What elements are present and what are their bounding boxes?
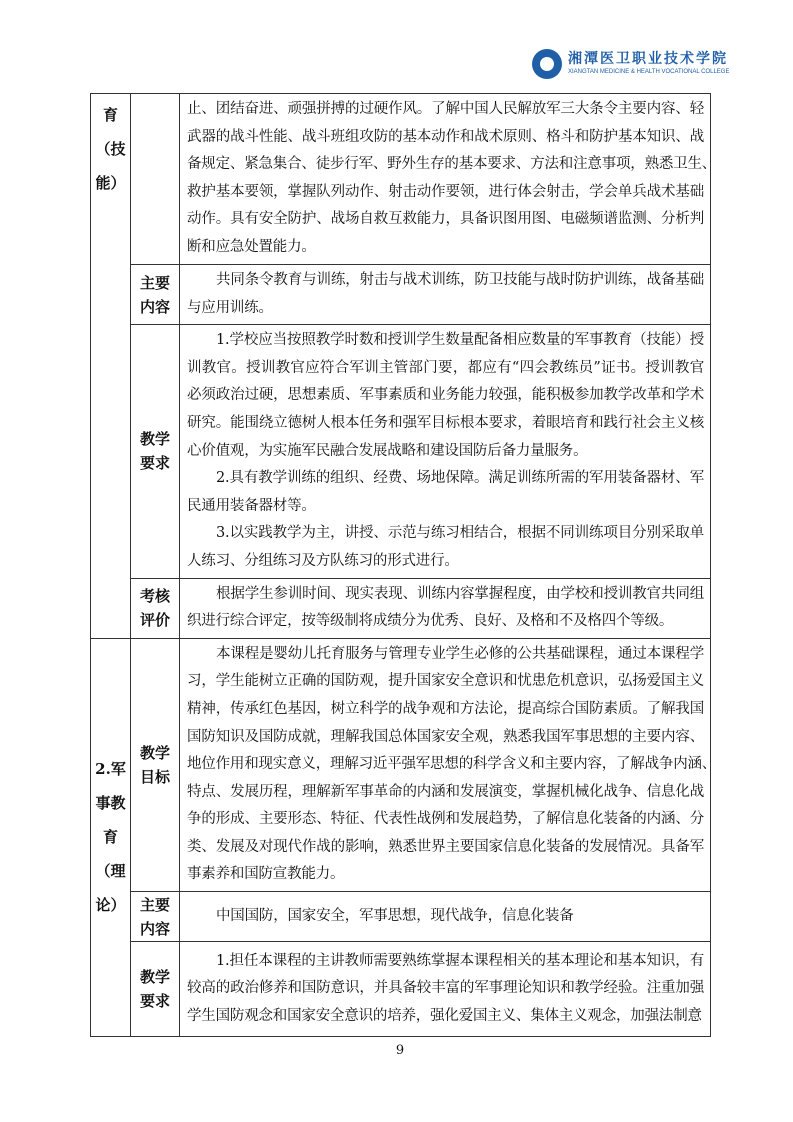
row-label-cell bbox=[131, 638, 180, 891]
table-row bbox=[91, 325, 711, 578]
content-line: 中国国防，国家安全，军事思想，现代战争，信息化装备 bbox=[216, 907, 574, 924]
content-line: 训教官。授训教官应符合军训主管部门要，都应有“四会教练员”证书。授训教官 bbox=[187, 359, 704, 376]
content-line: 习，学生能树立正确的国防观，提升国家安全意识和忧患危机意识，弘扬爱国主义 bbox=[187, 673, 704, 690]
row-label-line: 目标 bbox=[139, 767, 170, 786]
row-content-cell bbox=[180, 638, 717, 891]
section-label-line: 育 bbox=[102, 828, 118, 847]
row-label-line: 教学 bbox=[139, 743, 170, 762]
section-label-line: 能） bbox=[95, 174, 126, 192]
section-label-line: 事教 bbox=[95, 794, 126, 813]
row-label-line: 考核 bbox=[139, 587, 170, 606]
row-label-cell bbox=[131, 578, 180, 638]
section-label-line: （技 bbox=[95, 140, 126, 158]
content-line: 武器的战斗性能、战斗班组攻防的基本动作和战术原则、格斗和防护基本知识、战 bbox=[187, 128, 704, 145]
content-line: 与应用训练。 bbox=[187, 299, 273, 316]
content-line: 较高的政治修养和国防意识，并具备较丰富的军事理论知识和教学经验。注重加强 bbox=[187, 980, 704, 997]
section-label-line: （理 bbox=[95, 862, 126, 881]
table-row bbox=[91, 94, 711, 265]
row-label-line: 教学 bbox=[139, 430, 170, 449]
row-label-line: 内容 bbox=[139, 297, 170, 316]
row-label-cell bbox=[131, 892, 180, 942]
logo-english-name: XIANGTAN MEDICINE & HEALTH VOCATIONAL COLLEGE bbox=[568, 69, 730, 75]
logo-text bbox=[568, 51, 729, 77]
row-content-cell bbox=[180, 578, 711, 638]
row-content-cell bbox=[180, 892, 711, 942]
content-line: 织进行综合评定，按等级制将成绩分为优秀、良好、及格和不及格四个等级。 bbox=[187, 613, 674, 630]
logo-chinese-name: 湘潭医卫职业技术学院 bbox=[568, 51, 728, 67]
content-line: 根据学生参训时间、现实表现、训练内容掌握程度，由学校和授训教官共同组 bbox=[216, 585, 704, 602]
content-line: 特点、发展历程，理解新军事革命的内涵和发展演变，掌握机械化战争、信息化战 bbox=[187, 783, 704, 800]
row-label-cell bbox=[131, 94, 180, 265]
content-line: 动作。具有安全防护、战场自救互救能力，具备识图用图、电磁频谱监测、分析判 bbox=[187, 211, 704, 228]
content-line: 止、团结奋进、顽强拼搏的过硬作风。了解中国人民解放军三大条令主要内容、轻 bbox=[187, 101, 704, 117]
content-line: 1.学校应当按照教学时数和授训学生数量配备相应数量的军事教育（技能）授 bbox=[216, 332, 704, 349]
table-row bbox=[91, 638, 711, 891]
row-content-cell bbox=[180, 942, 711, 1037]
content-line: 研究。能围绕立德树人根本任务和强军目标根本要求，着眼培育和践行社会主义核 bbox=[187, 414, 704, 431]
section-label-line: 育 bbox=[102, 106, 118, 124]
table-row bbox=[91, 578, 711, 638]
table-row bbox=[91, 892, 711, 942]
row-label-line: 内容 bbox=[139, 919, 170, 938]
section-label-line: 2.军 bbox=[95, 760, 126, 779]
content-line: 必须政治过硬，思想素质、军事素质和业务能力较强，能积极参加教学改革和学术 bbox=[187, 387, 704, 404]
content-line: 断和应急处置能力。 bbox=[187, 238, 316, 255]
content-line: 备规定、紧急集合、徒步行军、野外生存的基本要求、方法和注意事项，熟悉卫生、 bbox=[187, 156, 717, 173]
content-line: 本课程是婴幼儿托育服务与管理专业学生必修的公共基础课程，通过本课程学 bbox=[216, 645, 704, 662]
content-line: 2.具有教学训练的组织、经费、场地保障。满足训练所需的军用装备器材、军 bbox=[216, 470, 704, 487]
content-line: 精神，传承红色基因，树立科学的战争观和方法论，提高综合国防素质。了解我国 bbox=[187, 700, 704, 717]
row-content-cell bbox=[180, 325, 711, 578]
section-label-cell bbox=[91, 638, 131, 1036]
content-line: 共同条令教育与训练，射击与战术训练，防卫技能与战时防护训练，战备基础 bbox=[216, 272, 704, 288]
row-label-cell bbox=[131, 325, 180, 578]
content-line: 救护基本要领，掌握队列动作、射击动作要领，进行体会射击，学会单兵战术基础 bbox=[187, 183, 704, 200]
row-content-cell bbox=[180, 94, 717, 265]
content-line: 事素养和国防宣教能力。 bbox=[187, 866, 345, 883]
table-row bbox=[91, 265, 711, 325]
content-line: 3.以实践教学为主，讲授、示范与练习相结合，根据不同训练项目分别采取单 bbox=[216, 525, 704, 542]
content-line: 人练习、分组练习及方队练习的形式进行。 bbox=[187, 552, 459, 569]
content-line: 民通用装备器材等。 bbox=[187, 497, 316, 514]
row-label-line: 主要 bbox=[139, 273, 170, 292]
page-number: 9 bbox=[395, 1043, 405, 1059]
section-label-cell bbox=[91, 94, 131, 639]
content-line: 地位作用和现实意义，理解习近平强军思想的科学含义和主要内容，了解战争内涵、 bbox=[187, 756, 717, 773]
curriculum-table bbox=[90, 93, 717, 1037]
row-label-line: 教学 bbox=[139, 968, 170, 987]
content-line: 争的形成、主要形态、特征、代表性战例和发展趋势，了解信息化装备的内涵、分 bbox=[187, 811, 704, 828]
row-label-line: 要求 bbox=[139, 992, 170, 1011]
row-label-cell bbox=[131, 942, 180, 1037]
content-line: 1.担任本课程的主讲教师需要熟练掌握本课程相关的基本理论和基本知识，有 bbox=[216, 952, 704, 969]
section-label-line: 论） bbox=[95, 896, 126, 915]
content-line: 类、发展及对现代作战的影响，熟悉世界主要国家信息化装备的发展情况。具备军 bbox=[187, 838, 704, 855]
table-row bbox=[91, 942, 711, 1037]
row-label-line: 主要 bbox=[139, 895, 170, 914]
college-logo bbox=[532, 46, 730, 82]
row-label-cell bbox=[131, 265, 180, 325]
college-emblem-icon bbox=[532, 49, 562, 79]
row-content-cell bbox=[180, 265, 711, 325]
document-body bbox=[90, 93, 717, 1059]
row-label-line: 评价 bbox=[139, 611, 170, 630]
content-line: 国防知识及国防成就，理解我国总体国家安全观，熟悉我国军事思想的主要内容、 bbox=[187, 728, 704, 745]
row-label-line: 要求 bbox=[139, 454, 170, 473]
content-line: 心价值观，为实施军民融合发展战略和建设国防后备力量服务。 bbox=[187, 442, 588, 459]
content-line: 学生国防观念和国家安全意识的培养，强化爱国主义、集体主义观念，加强法制意 bbox=[187, 1007, 702, 1024]
